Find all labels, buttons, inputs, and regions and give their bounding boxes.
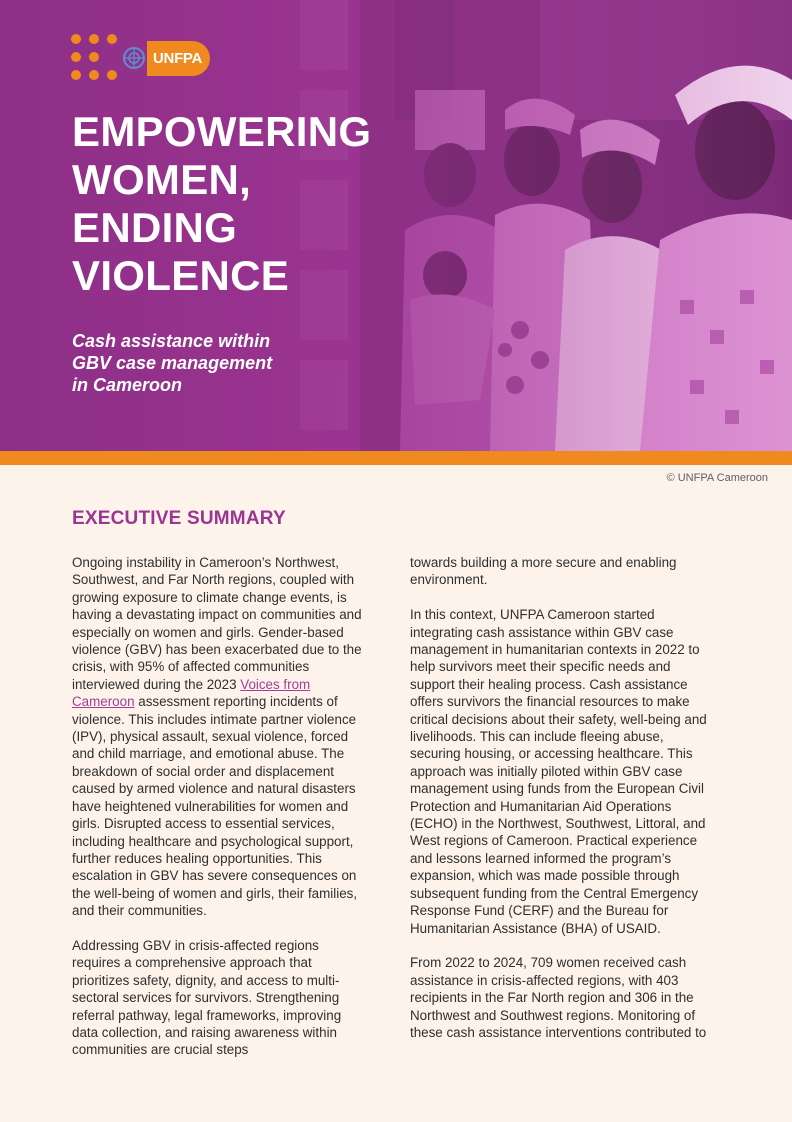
paragraph <box>72 554 368 920</box>
accent-divider <box>0 451 792 465</box>
title-line: ENDING <box>72 204 238 251</box>
logo-dots-icon <box>71 34 131 82</box>
paragraph: In this context, UNFPA Cameroon started integrating cash assistance within GBV case management in humanitarian contexts in 2022 to help survivors meet their specific needs and support their healing process. Cash assistance offers survivors the financial resources to make critical decisions about their safety, well-being and livelihoods. This can include fleeing abuse, securing housing, or accessing healthcare. This approach was initially piloted within GBV case management using funds from the European Civil Protection and Humanitarian Aid Operations (ECHO) in the Northwest, Southwest, Littoral, and West regions of Cameroon. Practical experience and lessons learned informed the program’s expansion, which was made possible through subsequent funding from the Central Emergency Response Fund (CERF) and the Bureau for Humanitarian Assistance (BHA) of USAID. <box>410 607 707 936</box>
page-title <box>72 108 392 300</box>
paragraph: towards building a more secure and enabling environment. <box>410 555 677 588</box>
title-line: WOMEN, <box>72 156 252 203</box>
page-subtitle <box>72 330 292 396</box>
subtitle-line: Cash assistance within <box>72 331 271 351</box>
title-line: EMPOWERING <box>72 108 372 155</box>
right-column <box>410 554 712 1059</box>
left-column <box>72 554 368 1076</box>
title-line: VIOLENCE <box>72 252 290 299</box>
un-emblem-icon <box>123 47 145 69</box>
paragraph: Addressing GBV in crisis-affected regions requires a comprehensive approach that prioritizes safety, dignity, and access to multi-sectoral services for survivors. Strengthening referral pathway, legal frameworks, improving data collection, and raising awareness within communities are crucial steps <box>72 937 342 1058</box>
section-heading: EXECUTIVE SUMMARY <box>72 508 286 529</box>
paragraph: From 2022 to 2024, 709 women received cash assistance in crisis-affected regions, with 403 recipients in the Far North region and 306 in the Northwest and Southwest regions. Monitoring of these cash assistance interventions contributed to <box>410 955 707 1040</box>
voices-from-cameroon-link[interactable]: Voices from Cameroon <box>72 676 311 710</box>
subtitle-line: GBV case management <box>72 353 273 373</box>
subtitle-line: in Cameroon <box>72 375 183 395</box>
photo-credit: © UNFPA Cameroon <box>666 472 768 484</box>
logo-wordmark: UNFPA <box>147 41 210 76</box>
paragraph-text: Ongoing instability in Cameroon’s Northwest, Southwest, and Far North regions, coupled with growing exposure to climate change events, is having a devastating impact on communities and especially on women and girls. Gender-based violence (GBV) has been exacerbated due to the crisis, with 95% of affected communities interviewed during the 2023 <box>72 555 362 692</box>
paragraph-text: assessment reporting incidents of violence. This includes intimate partner violence (IPV), physical assault, sexual violence, forced and child marriage, and emotional abuse. The breakdown of social order and displacement caused by armed violence and natural disasters have heightened vulnerabilities for women and girls. Disrupted access to essential services, including healthcare and psychological support, further reduces healing opportunities. This escalation in GBV has severe consequences on the well-being of women and girls, their families, and their communities. <box>72 694 358 919</box>
hero-banner <box>0 0 792 451</box>
